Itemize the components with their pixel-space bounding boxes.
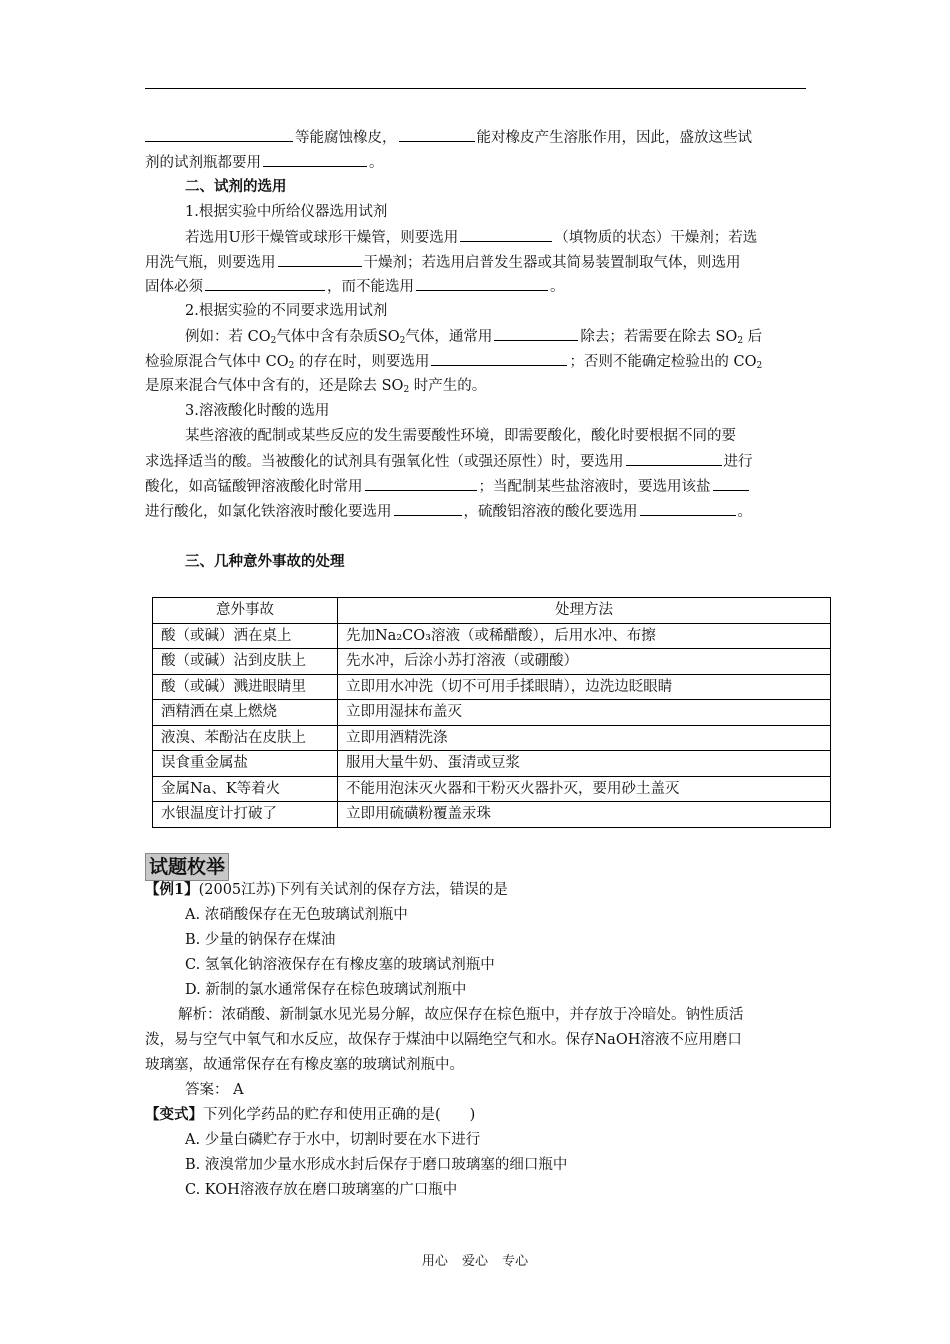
- s2-p2-line-3: 是原来混合气体中含有的，还是除去 $SO_2$ 时产生的。: [145, 378, 487, 395]
- table-row: 酸（或碱）溅进眼睛里 立即用水冲洗（切不可用手揉眼睛），边洗边眨眼睛: [153, 674, 831, 700]
- table-row: 酸（或碱）洒在桌上 先加Na₂CO₃溶液（或稀醋酸），后用水冲、布擦: [153, 623, 831, 649]
- example-1-option: A. 浓硝酸保存在无色玻璃试剂瓶中: [185, 907, 408, 923]
- table-row: 酸（或碱）沾到皮肤上 先水冲，后涂小苏打溶液（或硼酸）: [153, 649, 831, 675]
- s2-p2-title: 2.根据实验的不同要求选用试剂: [185, 303, 388, 319]
- example-1-question: 【例1】(2005江苏)下列有关试剂的保存方法，错误的是: [145, 881, 508, 898]
- blank: [145, 127, 293, 142]
- table-row: 金属Na、K等着火 不能用泡沫灭火器和干粉灭火器扑灭，要用砂土盖灭: [153, 776, 831, 802]
- blank: [713, 476, 749, 491]
- intro-line-1: 等能腐蚀橡皮， 能对橡皮产生溶胀作用，因此，盛放这些试: [145, 127, 810, 148]
- s2-p1-line-2: 用洗气瓶，则要选用 干燥剂；若选用启普发生器或其简易装置制取气体，则选用: [145, 252, 810, 273]
- section-2-heading: 二、试剂的选用: [185, 178, 287, 195]
- variant-question: 【变式】下列化学药品的贮存和使用正确的是( ): [145, 1106, 476, 1123]
- exam-section-tag: 试题枚举: [145, 853, 229, 881]
- s2-p3-line-2: 求选择适当的酸。当被酸化的试剂具有强氧化性（或强还原性）时，要选用 进行: [145, 451, 810, 472]
- blank: [365, 476, 477, 491]
- s2-p2-line-1: 例如：若 $CO_2$气体中含有杂质$SO_2$气体，通常用 除去；若需要在除去 $SO_2$ 后: [185, 326, 850, 351]
- table-row: 液溴、苯酚沾在皮肤上 立即用酒精洗涤: [153, 725, 831, 751]
- answer: 答案： A: [185, 1082, 244, 1098]
- intro-line-2: 剂的试剂瓶都要用 。: [145, 152, 810, 173]
- s2-p3-line-4: 进行酸化，如氯化铁溶液时酸化要选用 ，硫酸铝溶液的酸化要选用 。: [145, 501, 810, 522]
- page-footer: 用心 爱心 专心: [421, 1254, 529, 1269]
- blank: [263, 152, 367, 167]
- analysis-line-3: 玻璃塞，故通常保存在有橡皮塞的玻璃试剂瓶中。: [145, 1057, 464, 1073]
- blank: [205, 276, 325, 291]
- blank: [399, 127, 475, 142]
- table-row: 水银温度计打破了 立即用硫磺粉覆盖汞珠: [153, 802, 831, 828]
- analysis-line-1: 解析：浓硝酸、新制氯水见光易分解，故应保存在棕色瓶中，并存放于冷暗处。钠性质活: [178, 1007, 744, 1023]
- example-1-option: C. 氢氧化钠溶液保存在有橡皮塞的玻璃试剂瓶中: [185, 957, 495, 973]
- variant-option: C. KOH溶液存放在磨口玻璃塞的广口瓶中: [185, 1182, 458, 1198]
- variant-option: A. 少量白磷贮存于水中，切割时要在水下进行: [185, 1132, 481, 1148]
- column-header-method: 处理方法: [338, 598, 831, 624]
- variant-option: B. 液溴常加少量水形成水封后保存于磨口玻璃塞的细口瓶中: [185, 1157, 568, 1173]
- s2-p1-line-3: 固体必须 ，而不能选用 。: [145, 276, 810, 297]
- analysis-line-2: 泼，易与空气中氧气和水反应，故保存于煤油中以隔绝空气和水。保存NaOH溶液不应用磨口: [145, 1032, 742, 1048]
- section-3-heading: 三、几种意外事故的处理: [185, 553, 345, 570]
- table-row: 误食重金属盐 服用大量牛奶、蛋清或豆浆: [153, 751, 831, 777]
- column-header-accident: 意外事故: [153, 598, 338, 624]
- s2-p3-title: 3.溶液酸化时酸的选用: [185, 403, 330, 419]
- header-rule: [145, 88, 806, 89]
- blank: [394, 501, 462, 516]
- blank: [416, 276, 548, 291]
- example-1-option: D. 新制的氯水通常保存在棕色玻璃试剂瓶中: [185, 982, 467, 998]
- blank: [494, 326, 578, 341]
- s2-p2-line-2: 检验原混合气体中 $CO_2$ 的存在时，则要选用 ；否则不能确定检验出的 $CO_2$: [145, 351, 810, 376]
- blank: [626, 451, 722, 466]
- s2-p3-line-3: 酸化，如高锰酸钾溶液酸化时常用 ；当配制某些盐溶液时，要选用该盐: [145, 476, 810, 497]
- blank: [431, 351, 567, 366]
- table-header-row: [153, 598, 831, 624]
- blank: [460, 227, 552, 242]
- blank: [278, 252, 362, 267]
- s2-p3-line-1: 某些溶液的配制或某些反应的发生需要酸性环境，即需要酸化，酸化时要根据不同的要: [185, 428, 736, 444]
- blank: [640, 501, 736, 516]
- s2-p1-title: 1.根据实验中所给仪器选用试剂: [185, 204, 388, 220]
- accident-table: [152, 597, 831, 828]
- s2-p1-line-1: 若选用U形干燥管或球形干燥管，则要选用 （填物质的状态）干燥剂；若选: [185, 227, 850, 248]
- example-1-option: B. 少量的钠保存在煤油: [185, 932, 336, 948]
- table-row: 酒精洒在桌上燃烧 立即用湿抹布盖灭: [153, 700, 831, 726]
